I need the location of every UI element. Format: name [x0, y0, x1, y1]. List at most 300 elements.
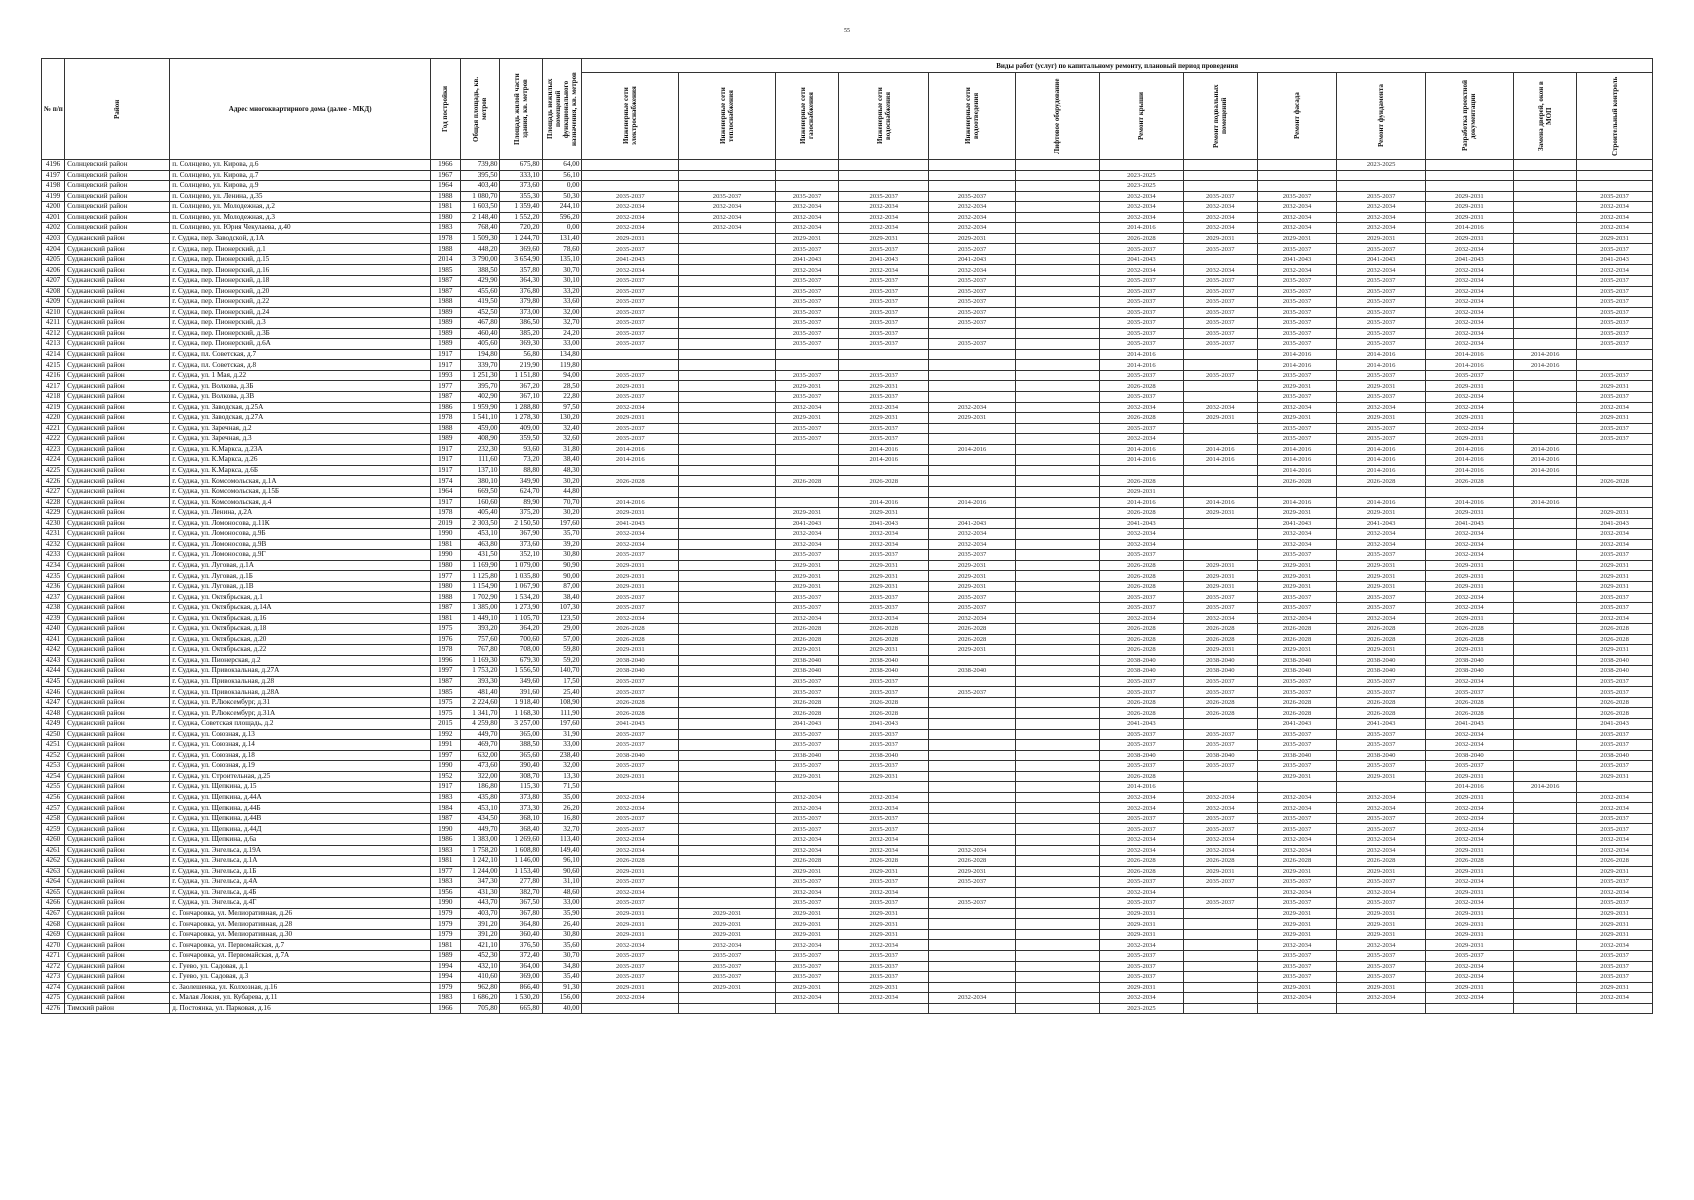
cell-work-period: 2035-2037 [1257, 592, 1337, 603]
cell-address: г. Суджа, ул. Октябрьская, д.20 [170, 634, 431, 645]
cell-nonres-area: 32,60 [542, 434, 582, 445]
cell-address: п. Солнцево, ул. Молодежная, д.3 [170, 212, 431, 223]
cell-work-period: 2038-2040 [1337, 666, 1425, 677]
cell-work-period [1183, 160, 1257, 171]
cell-work-period [679, 655, 776, 666]
cell-work-period [679, 718, 776, 729]
cell-num: 4253 [42, 761, 65, 772]
cell-work-period [679, 244, 776, 255]
cell-nonres-area: 94,00 [542, 370, 582, 381]
cell-num: 4218 [42, 392, 65, 403]
cell-living-area: 360,40 [500, 929, 542, 940]
cell-work-period: 2029-2031 [1425, 571, 1513, 582]
cell-nonres-area: 135,10 [542, 254, 582, 265]
cell-work-period [1577, 465, 1653, 476]
cell-district: Суджанский район [65, 676, 170, 687]
cell-work-period: 2035-2037 [1183, 370, 1257, 381]
cell-living-area: 376,80 [500, 286, 542, 297]
cell-num: 4267 [42, 908, 65, 919]
cell-work-period [1015, 951, 1099, 962]
cell-year: 1987 [431, 602, 460, 613]
cell-total-area: 1 169,30 [460, 655, 500, 666]
cell-work-period [1183, 929, 1257, 940]
cell-work-period [839, 349, 929, 360]
cell-living-area: 1 608,80 [500, 845, 542, 856]
cell-work-period: 2035-2037 [1577, 244, 1653, 255]
cell-work-period: 2032-2034 [775, 212, 838, 223]
cell-work-period [929, 961, 1015, 972]
cell-district: Суджанский район [65, 254, 170, 265]
cell-work-period [1015, 244, 1099, 255]
cell-work-period: 2026-2028 [1099, 624, 1183, 635]
cell-work-period: 2038-2040 [839, 666, 929, 677]
cell-work-period: 2014-2016 [1514, 455, 1577, 466]
cell-living-area: 386,50 [500, 318, 542, 329]
cell-work-period: 2041-2043 [1425, 718, 1513, 729]
cell-work-period [1183, 782, 1257, 793]
cell-total-area: 391,20 [460, 919, 500, 930]
cell-work-period: 2032-2034 [1337, 940, 1425, 951]
cell-work-period: 2029-2031 [1257, 571, 1337, 582]
cell-work-period: 2032-2034 [775, 940, 838, 951]
cell-num: 4274 [42, 982, 65, 993]
cell-work-period: 2035-2037 [1183, 244, 1257, 255]
cell-district: Суджанский район [65, 550, 170, 561]
cell-year: 1917 [431, 497, 460, 508]
cell-nonres-area: 30,70 [542, 951, 582, 962]
cell-work-period [679, 845, 776, 856]
cell-work-period [1514, 381, 1577, 392]
cell-work-period [1015, 666, 1099, 677]
cell-year: 1989 [431, 434, 460, 445]
cell-year: 1974 [431, 476, 460, 487]
cell-work-period [839, 465, 929, 476]
cell-work-period [1015, 455, 1099, 466]
cell-work-period: 2032-2034 [1425, 307, 1513, 318]
cell-work-period: 2029-2031 [1425, 887, 1513, 898]
cell-work-period: 2035-2037 [839, 392, 929, 403]
cell-work-period: 2032-2034 [1099, 613, 1183, 624]
cell-work-period: 2026-2028 [1183, 634, 1257, 645]
cell-work-period: 2035-2037 [582, 339, 679, 350]
cell-work-period: 2035-2037 [1577, 729, 1653, 740]
cell-work-period [1514, 982, 1577, 993]
cell-work-period: 2029-2031 [1337, 233, 1425, 244]
cell-num: 4208 [42, 286, 65, 297]
cell-work-period [1577, 497, 1653, 508]
cell-work-period: 2035-2037 [1099, 951, 1183, 962]
cell-work-period: 2032-2034 [1257, 539, 1337, 550]
cell-district: Солнцевский район [65, 160, 170, 171]
cell-district: Солнцевский район [65, 181, 170, 192]
cell-work-period [1514, 212, 1577, 223]
cell-work-period [679, 254, 776, 265]
cell-work-period: 2029-2031 [582, 560, 679, 571]
cell-work-period [1514, 645, 1577, 656]
cell-work-period: 2035-2037 [1337, 191, 1425, 202]
cell-work-period: 2026-2028 [1337, 697, 1425, 708]
cell-address: г. Суджа, ул. Волкова, д.3Б [170, 381, 431, 392]
cell-work-period: 2029-2031 [582, 645, 679, 656]
cell-work-period: 2035-2037 [1183, 307, 1257, 318]
cell-work-period: 2029-2031 [1577, 919, 1653, 930]
cell-nonres-area: 48,60 [542, 887, 582, 898]
cell-num: 4197 [42, 170, 65, 181]
cell-work-period: 2041-2043 [839, 518, 929, 529]
cell-work-period [679, 687, 776, 698]
cell-work-period: 2029-2031 [1577, 929, 1653, 940]
cell-work-period: 2029-2031 [1577, 771, 1653, 782]
table-row [42, 444, 1653, 455]
cell-year: 1978 [431, 413, 460, 424]
cell-work-period: 2032-2034 [929, 529, 1015, 540]
cell-work-period: 2014-2016 [1425, 497, 1513, 508]
cell-total-area: 431,50 [460, 550, 500, 561]
cell-nonres-area: 40,00 [542, 1003, 582, 1014]
cell-num: 4200 [42, 202, 65, 213]
cell-work-period: 2038-2040 [1099, 666, 1183, 677]
cell-year: 1996 [431, 655, 460, 666]
cell-work-period: 2035-2037 [1337, 592, 1425, 603]
cell-nonres-area: 17,50 [542, 676, 582, 687]
cell-total-area: 391,20 [460, 929, 500, 940]
cell-work-period: 2035-2037 [1577, 877, 1653, 888]
cell-work-period [679, 508, 776, 519]
cell-work-period: 2032-2034 [582, 265, 679, 276]
cell-work-period: 2026-2028 [929, 634, 1015, 645]
cell-address: г. Суджа, ул. Союзная, д.19 [170, 761, 431, 772]
cell-address: г. Суджа, ул. К.Маркса, д.26 [170, 455, 431, 466]
cell-work-period: 2029-2031 [1337, 508, 1425, 519]
cell-work-period [775, 444, 838, 455]
cell-work-period: 2038-2040 [582, 666, 679, 677]
cell-work-period: 2029-2031 [1257, 508, 1337, 519]
cell-work-period: 2023-2025 [1099, 170, 1183, 181]
cell-work-period: 2035-2037 [1257, 740, 1337, 751]
cell-work-period [1425, 486, 1513, 497]
cell-work-period: 2035-2037 [839, 370, 929, 381]
cell-work-period: 2035-2037 [1099, 550, 1183, 561]
cell-work-period [1514, 223, 1577, 234]
cell-nonres-area: 90,60 [542, 866, 582, 877]
cell-work-period: 2029-2031 [775, 571, 838, 582]
cell-work-period: 2023-2025 [1337, 160, 1425, 171]
cell-work-period: 2038-2040 [775, 655, 838, 666]
cell-work-period: 2029-2031 [1257, 413, 1337, 424]
cell-work-period: 2029-2031 [1577, 982, 1653, 993]
cell-work-period: 2035-2037 [1337, 434, 1425, 445]
cell-work-period [679, 856, 776, 867]
cell-work-period: 2029-2031 [1337, 571, 1425, 582]
cell-work-period: 2041-2043 [929, 254, 1015, 265]
cell-work-period [582, 1003, 679, 1014]
cell-work-period [1015, 212, 1099, 223]
cell-living-area: 700,60 [500, 634, 542, 645]
cell-work-period: 2032-2034 [1257, 223, 1337, 234]
cell-num: 4266 [42, 898, 65, 909]
cell-work-period: 2029-2031 [1577, 571, 1653, 582]
cell-district: Суджанский район [65, 349, 170, 360]
cell-work-period [1015, 1003, 1099, 1014]
cell-living-area: 364,20 [500, 624, 542, 635]
cell-work-period [1337, 170, 1425, 181]
cell-total-area: 757,60 [460, 634, 500, 645]
cell-year: 1989 [431, 951, 460, 962]
table-row [42, 465, 1653, 476]
cell-work-period: 2035-2037 [1577, 191, 1653, 202]
cell-total-area: 1 541,10 [460, 413, 500, 424]
cell-work-period: 2032-2034 [1425, 877, 1513, 888]
cell-address: с. Малая Локня, ул. Кубарева, д.11 [170, 993, 431, 1004]
cell-address: с. Гончаровка, ул. Мелиоративная, д.26 [170, 908, 431, 919]
cell-nonres-area: 30,80 [542, 929, 582, 940]
cell-work-period: 2035-2037 [1257, 602, 1337, 613]
cell-work-period [929, 887, 1015, 898]
cell-num: 4268 [42, 919, 65, 930]
cell-work-period [929, 972, 1015, 983]
table-row [42, 434, 1653, 445]
cell-work-period: 2035-2037 [1577, 307, 1653, 318]
cell-work-period [1514, 297, 1577, 308]
cell-district: Солнцевский район [65, 212, 170, 223]
cell-work-period: 2029-2031 [679, 982, 776, 993]
cell-work-period [929, 1003, 1015, 1014]
cell-total-area: 632,00 [460, 750, 500, 761]
cell-work-period: 2029-2031 [1337, 919, 1425, 930]
cell-year: 1989 [431, 328, 460, 339]
cell-nonres-area: 30,10 [542, 276, 582, 287]
cell-work-period [1015, 771, 1099, 782]
cell-address: п. Солнцево, ул. Кирова, д.7 [170, 170, 431, 181]
cell-work-period: 2029-2031 [839, 866, 929, 877]
cell-living-area: 373,80 [500, 792, 542, 803]
cell-work-period [839, 360, 929, 371]
cell-work-period: 2035-2037 [1183, 676, 1257, 687]
cell-nonres-area: 35,60 [542, 940, 582, 951]
cell-work-period [775, 465, 838, 476]
cell-work-period: 2032-2034 [839, 223, 929, 234]
cell-work-period: 2026-2028 [1337, 856, 1425, 867]
cell-work-period [1183, 972, 1257, 983]
cell-work-period [1514, 529, 1577, 540]
cell-work-period [929, 508, 1015, 519]
cell-work-period: 2032-2034 [1257, 613, 1337, 624]
cell-year: 1917 [431, 465, 460, 476]
cell-work-period: 2026-2028 [775, 634, 838, 645]
cell-work-period: 2035-2037 [839, 550, 929, 561]
cell-work-period [1514, 940, 1577, 951]
cell-work-period [582, 782, 679, 793]
cell-total-area: 1 244,00 [460, 866, 500, 877]
cell-work-period [1183, 993, 1257, 1004]
cell-district: Солнцевский район [65, 170, 170, 181]
header-works-group: Виды работ (услуг) по капитальному ремонту, плановый период проведения [582, 59, 1653, 73]
cell-year: 1986 [431, 402, 460, 413]
cell-work-period: 2035-2037 [582, 972, 679, 983]
cell-work-period [1183, 529, 1257, 540]
cell-work-period: 2029-2031 [839, 381, 929, 392]
cell-work-period: 2035-2037 [775, 740, 838, 751]
cell-work-period [1514, 571, 1577, 582]
cell-work-period: 2029-2031 [1425, 771, 1513, 782]
cell-work-period [929, 740, 1015, 751]
cell-work-period [1015, 929, 1099, 940]
cell-nonres-area: 0,00 [542, 181, 582, 192]
cell-work-period: 2041-2043 [582, 718, 679, 729]
cell-work-period: 2029-2031 [839, 413, 929, 424]
cell-living-area: 364,30 [500, 276, 542, 287]
cell-work-period [1514, 908, 1577, 919]
cell-work-period: 2041-2043 [775, 518, 838, 529]
cell-district: Суджанский район [65, 307, 170, 318]
cell-num: 4231 [42, 529, 65, 540]
cell-work-period: 2035-2037 [775, 328, 838, 339]
cell-living-area: 1 105,70 [500, 613, 542, 624]
table-row [42, 349, 1653, 360]
cell-work-period: 2026-2028 [1425, 624, 1513, 635]
cell-work-period: 2041-2043 [1577, 254, 1653, 265]
table-row [42, 286, 1653, 297]
cell-nonres-area: 33,60 [542, 297, 582, 308]
cell-year: 1981 [431, 539, 460, 550]
table-row [42, 328, 1653, 339]
cell-work-period [1514, 423, 1577, 434]
cell-num: 4207 [42, 276, 65, 287]
cell-work-period [1015, 602, 1099, 613]
cell-year: 1917 [431, 349, 460, 360]
cell-year: 1990 [431, 550, 460, 561]
cell-work-period: 2026-2028 [1099, 645, 1183, 656]
cell-work-period: 2035-2037 [1425, 761, 1513, 772]
cell-district: Суджанский район [65, 497, 170, 508]
cell-work-period [929, 476, 1015, 487]
cell-nonres-area: 30,70 [542, 265, 582, 276]
cell-district: Суджанский район [65, 402, 170, 413]
cell-work-period: 2032-2034 [1425, 539, 1513, 550]
cell-year: 1979 [431, 919, 460, 930]
cell-work-period: 2032-2034 [1099, 529, 1183, 540]
cell-work-period: 2032-2034 [929, 613, 1015, 624]
cell-num: 4204 [42, 244, 65, 255]
cell-work-period: 2035-2037 [929, 276, 1015, 287]
cell-living-area: 369,00 [500, 972, 542, 983]
cell-nonres-area: 44,80 [542, 486, 582, 497]
cell-living-area: 3 654,90 [500, 254, 542, 265]
cell-work-period: 2026-2028 [1183, 697, 1257, 708]
cell-work-period: 2029-2031 [775, 413, 838, 424]
cell-work-period: 2032-2034 [929, 539, 1015, 550]
cell-nonres-area: 149,40 [542, 845, 582, 856]
cell-work-period: 2014-2016 [1257, 455, 1337, 466]
cell-work-period: 2035-2037 [839, 339, 929, 350]
cell-nonres-area: 38,40 [542, 592, 582, 603]
cell-work-period: 2035-2037 [1099, 370, 1183, 381]
cell-work-period [1015, 160, 1099, 171]
cell-work-period: 2035-2037 [839, 286, 929, 297]
cell-living-area: 1 168,30 [500, 708, 542, 719]
cell-work-period [1514, 929, 1577, 940]
cell-address: г. Суджа, ул. Привокзальная, д.27А [170, 666, 431, 677]
cell-num: 4235 [42, 571, 65, 582]
capital-repair-table [41, 58, 1653, 1014]
cell-work-period: 2035-2037 [1337, 740, 1425, 751]
cell-num: 4248 [42, 708, 65, 719]
cell-work-period: 2041-2043 [1577, 518, 1653, 529]
cell-work-period [1514, 318, 1577, 329]
cell-num: 4226 [42, 476, 65, 487]
cell-work-period: 2035-2037 [1577, 961, 1653, 972]
cell-work-period [1514, 602, 1577, 613]
cell-district: Суджанский район [65, 729, 170, 740]
cell-work-period: 2035-2037 [929, 898, 1015, 909]
cell-work-period [1015, 571, 1099, 582]
table-row [42, 413, 1653, 424]
table-row [42, 771, 1653, 782]
table-row [42, 370, 1653, 381]
cell-work-period: 2029-2031 [1425, 908, 1513, 919]
cell-work-period: 2032-2034 [839, 845, 929, 856]
cell-work-period: 2038-2040 [775, 750, 838, 761]
cell-work-period: 2032-2034 [1257, 835, 1337, 846]
cell-work-period: 2026-2028 [1099, 476, 1183, 487]
cell-total-area: 322,00 [460, 771, 500, 782]
cell-work-period [679, 877, 776, 888]
cell-total-area: 388,50 [460, 265, 500, 276]
cell-work-period: 2035-2037 [839, 824, 929, 835]
cell-work-period: 2029-2031 [1257, 233, 1337, 244]
cell-living-area: 1 534,20 [500, 592, 542, 603]
cell-address: с. Заолешенка, ул. Колхозная, д.16 [170, 982, 431, 993]
cell-work-period: 2035-2037 [1183, 602, 1257, 613]
cell-work-period: 2014-2016 [1099, 455, 1183, 466]
cell-work-period: 2032-2034 [1183, 265, 1257, 276]
cell-work-period [679, 307, 776, 318]
cell-work-period: 2035-2037 [1337, 951, 1425, 962]
table-row [42, 740, 1653, 751]
cell-work-period: 2035-2037 [1099, 244, 1183, 255]
cell-work-period: 2029-2031 [1183, 581, 1257, 592]
cell-address: г. Суджа, пер. Заводской, д.1А [170, 233, 431, 244]
cell-work-period [1514, 771, 1577, 782]
cell-work-period: 2014-2016 [1514, 360, 1577, 371]
cell-work-period: 2032-2034 [1425, 835, 1513, 846]
cell-district: Суджанский район [65, 476, 170, 487]
cell-living-area: 720,20 [500, 223, 542, 234]
cell-total-area: 405,40 [460, 508, 500, 519]
cell-work-period [1015, 645, 1099, 656]
cell-work-period: 2035-2037 [775, 592, 838, 603]
table-row [42, 571, 1653, 582]
cell-work-period: 2035-2037 [1257, 423, 1337, 434]
cell-work-period: 2035-2037 [1337, 813, 1425, 824]
cell-year: 1989 [431, 307, 460, 318]
cell-total-area: 473,60 [460, 761, 500, 772]
cell-work-period [1514, 824, 1577, 835]
cell-work-period: 2029-2031 [1257, 908, 1337, 919]
cell-address: г. Суджа, ул. Луговая, д.1Б [170, 571, 431, 582]
cell-work-period: 2032-2034 [775, 539, 838, 550]
cell-work-period: 2029-2031 [1099, 486, 1183, 497]
cell-work-period [1514, 813, 1577, 824]
cell-work-period: 2029-2031 [1337, 413, 1425, 424]
cell-work-period: 2035-2037 [839, 328, 929, 339]
table-row [42, 550, 1653, 561]
cell-year: 1988 [431, 423, 460, 434]
cell-work-period: 2026-2028 [839, 476, 929, 487]
cell-work-period: 2026-2028 [1257, 697, 1337, 708]
cell-work-period: 2029-2031 [1577, 866, 1653, 877]
cell-work-period: 2032-2034 [839, 940, 929, 951]
